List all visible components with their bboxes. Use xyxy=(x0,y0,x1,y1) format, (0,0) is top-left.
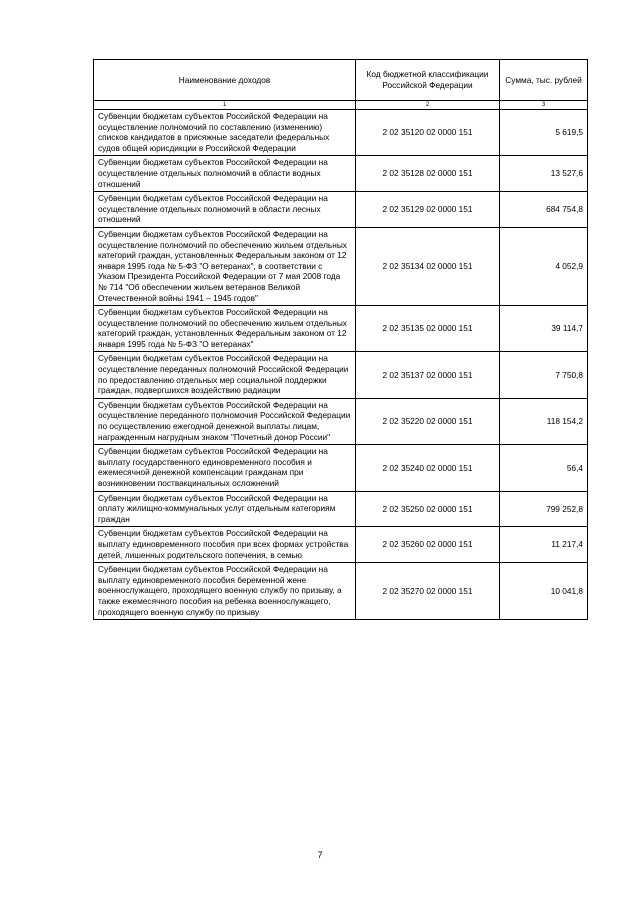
revenue-table xyxy=(93,59,588,620)
table-row xyxy=(94,306,588,352)
table-row xyxy=(94,227,588,305)
column-number-1: 1 xyxy=(94,101,356,110)
table-row xyxy=(94,352,588,398)
budget-code-cell: 2 02 35270 02 0000 151 xyxy=(356,563,500,620)
revenue-name-cell: Субвенции бюджетам субъектов Российской Федерации на осуществление полномочий по составлению (изменению) списков кандидатов в присяжные заседатели федеральных судов общей юрисдикции в Российской Федерации xyxy=(94,110,356,156)
column-number-row xyxy=(94,101,588,110)
revenue-name-cell: Субвенции бюджетам субъектов Российской Федерации на осуществление переданного полномочия Российской Федерации по осуществлению ежегодной денежной выплаты лицам, награжденным нагрудным знаком "Почетный донор России" xyxy=(94,398,356,444)
budget-code-cell: 2 02 35250 02 0000 151 xyxy=(356,491,500,527)
table-row xyxy=(94,527,588,563)
budget-code-cell: 2 02 35240 02 0000 151 xyxy=(356,445,500,491)
header-budget-code: Код бюджетной классификации Российской Федерации xyxy=(356,60,500,101)
table-row xyxy=(94,445,588,491)
column-number-3: 3 xyxy=(500,101,588,110)
table-row xyxy=(94,491,588,527)
amount-cell: 11 217,4 xyxy=(500,527,588,563)
amount-cell: 39 114,7 xyxy=(500,306,588,352)
revenue-name-cell: Субвенции бюджетам субъектов Российской Федерации на осуществление переданных полномочий Российской Федерации по предоставлению отдельных мер социальной поддержки граждан, подвергшихся воздействию радиации xyxy=(94,352,356,398)
table-row xyxy=(94,110,588,156)
budget-code-cell: 2 02 35220 02 0000 151 xyxy=(356,398,500,444)
budget-code-cell: 2 02 35260 02 0000 151 xyxy=(356,527,500,563)
budget-code-cell: 2 02 35137 02 0000 151 xyxy=(356,352,500,398)
column-number-2: 2 xyxy=(356,101,500,110)
revenue-name-cell: Субвенции бюджетам субъектов Российской Федерации на осуществление отдельных полномочий в области лесных отношений xyxy=(94,192,356,228)
table-row xyxy=(94,156,588,192)
amount-cell: 4 052,9 xyxy=(500,227,588,305)
revenue-name-cell: Субвенции бюджетам субъектов Российской Федерации на осуществление полномочий по обеспечению жильем отдельных категорий граждан, установленных Федеральным законом от 12 января 1995 года № 5-ФЗ "О ветеранах", в соответствии с Указом Президента Российской Федерации от 7 мая 2008 года № 714 "Об обеспечении жильем ветеранов Великой Отечественной войны 1941 – 1945 годов" xyxy=(94,227,356,305)
header-revenue-name: Наименование доходов xyxy=(94,60,356,101)
amount-cell: 5 619,5 xyxy=(500,110,588,156)
page-number: 7 xyxy=(317,850,323,860)
amount-cell: 56,4 xyxy=(500,445,588,491)
amount-cell: 118 154,2 xyxy=(500,398,588,444)
revenue-name-cell: Субвенции бюджетам субъектов Российской Федерации на выплату государственного единовременного пособия и ежемесячной денежной компенсации гражданам при возникновении поствакцинальных осложнений xyxy=(94,445,356,491)
budget-code-cell: 2 02 35129 02 0000 151 xyxy=(356,192,500,228)
revenue-name-cell: Субвенции бюджетам субъектов Российской Федерации на выплату единовременного пособия при всех формах устройства детей, лишенных родительского попечения, в семью xyxy=(94,527,356,563)
amount-cell: 799 252,8 xyxy=(500,491,588,527)
revenue-name-cell: Субвенции бюджетам субъектов Российской Федерации на оплату жилищно-коммунальных услуг отдельным категориям граждан xyxy=(94,491,356,527)
table-row xyxy=(94,563,588,620)
amount-cell: 13 527,6 xyxy=(500,156,588,192)
budget-code-cell: 2 02 35120 02 0000 151 xyxy=(356,110,500,156)
table-row xyxy=(94,398,588,444)
header-amount: Сумма, тыс. рублей xyxy=(500,60,588,101)
table-row xyxy=(94,192,588,228)
amount-cell: 684 754,8 xyxy=(500,192,588,228)
budget-code-cell: 2 02 35135 02 0000 151 xyxy=(356,306,500,352)
revenue-name-cell: Субвенции бюджетам субъектов Российской Федерации на выплату единовременного пособия беременной жене военнослужащего, проходящего военную службу по призыву, а также ежемесячного пособия на ребенка военнослужащего, проходящего военную службу по призыву xyxy=(94,563,356,620)
table-header-row xyxy=(94,60,588,101)
budget-code-cell: 2 02 35134 02 0000 151 xyxy=(356,227,500,305)
budget-code-cell: 2 02 35128 02 0000 151 xyxy=(356,156,500,192)
revenue-name-cell: Субвенции бюджетам субъектов Российской Федерации на осуществление полномочий по обеспечению жильем отдельных категорий граждан, установленных Федеральным законом от 12 января 1995 года № 5-ФЗ "О ветеранах" xyxy=(94,306,356,352)
amount-cell: 10 041,8 xyxy=(500,563,588,620)
amount-cell: 7 750,8 xyxy=(500,352,588,398)
revenue-name-cell: Субвенции бюджетам субъектов Российской Федерации на осуществление отдельных полномочий в области водных отношений xyxy=(94,156,356,192)
